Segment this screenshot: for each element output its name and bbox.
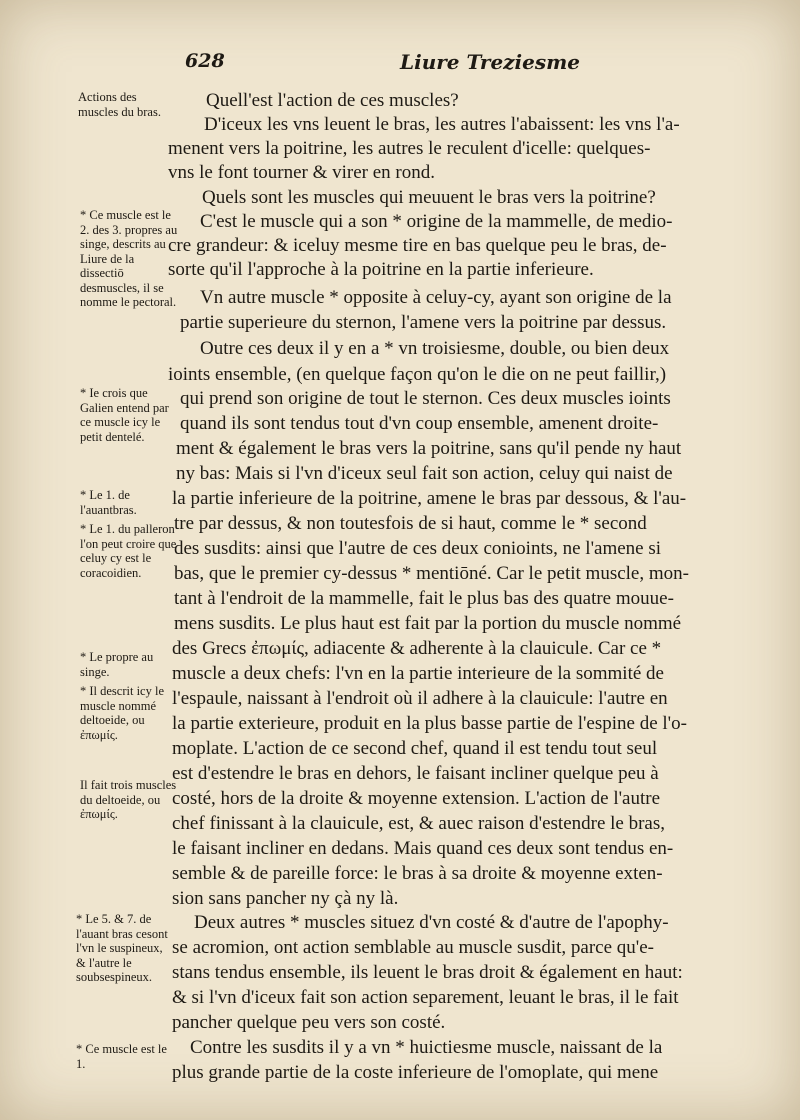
text-line: Outre ces deux il y en a * vn troisiesme, double, ou bien deux bbox=[200, 338, 670, 359]
text-line: menent vers la poitrine, les autres le reculent d'icelle: quelques- bbox=[168, 138, 651, 159]
margin-note: * Le 1. du palleron l'on peut croire que celuy cy est le coracoidien. bbox=[80, 522, 177, 580]
text-line: D'iceux les vns leuent le bras, les autres l'abaissent: les vns l'a- bbox=[204, 114, 680, 135]
margin-note: * Le 1. de l'auantbras. bbox=[80, 488, 137, 517]
page-number: 628 bbox=[185, 50, 225, 72]
text-line: tre par dessus, & non toutesfois de si haut, comme le * second bbox=[174, 513, 647, 534]
text-line: mens susdits. Le plus haut est fait par la portion du muscle nommé bbox=[174, 613, 682, 634]
question-line: Quels sont les muscles qui meuuent le bras vers la poitrine? bbox=[202, 187, 656, 208]
text-line: tant à l'endroit de la mammelle, fait le plus bas des quatre mouue- bbox=[174, 588, 674, 609]
text-line: muscle a deux chefs: l'vn en la partie interieure de la sommité de bbox=[172, 663, 664, 684]
text-line: pancher quelque peu vers son costé. bbox=[172, 1012, 446, 1033]
text-line: bas, que le premier cy-dessus * mentiōné. Car le petit muscle, mon- bbox=[174, 563, 689, 584]
text-line: des susdits: ainsi que l'autre de ces deux conioints, ne l'amene si bbox=[174, 538, 662, 559]
text-line: la partie inferieure de la poitrine, amene le bras par dessous, & l'au- bbox=[172, 488, 687, 509]
text-line: la partie exterieure, produit en la plus basse partie de l'espine de l'o- bbox=[172, 713, 687, 734]
text-line: semble & de pareille force: le bras à sa droite & moyenne exten- bbox=[172, 863, 663, 884]
margin-note: Actions des muscles du bras. bbox=[78, 90, 161, 119]
text-line: cre grandeur: & iceluy mesme tire en bas quelque peu le bras, de- bbox=[168, 235, 667, 256]
text-line: des Grecs ἐπωμίς, adiacente & adherente à la clauicule. Car ce * bbox=[172, 638, 662, 659]
text-line: C'est le muscle qui a son * origine de la mammelle, de medio- bbox=[200, 211, 673, 232]
margin-note: * Ce muscle est le 1. bbox=[76, 1042, 167, 1071]
text-line: partie superieure du sternon, l'amene vers la poitrine par dessus. bbox=[180, 312, 667, 333]
text-line: costé, hors de la droite & moyenne extension. L'action de l'autre bbox=[172, 788, 661, 809]
text-line: ment & également le bras vers la poitrine, sans qu'il pende ny haut bbox=[176, 438, 682, 459]
text-line: ny bas: Mais si l'vn d'iceux seul fait son action, celuy qui naist de bbox=[176, 463, 673, 484]
question-line: Quell'est l'action de ces muscles? bbox=[206, 90, 459, 111]
margin-notes bbox=[0, 0, 180, 1120]
text-line: qui prend son origine de tout le sternon. Ces deux muscles ioints bbox=[180, 388, 671, 409]
margin-note: * Le propre au singe. bbox=[80, 650, 154, 679]
text-line: Deux autres * muscles situez d'vn costé & d'autre de l'apophy- bbox=[194, 912, 669, 933]
text-line: est d'estendre le bras en dehors, le faisant incliner quelque peu à bbox=[172, 763, 659, 784]
margin-note: * Il descrit icy le muscle nommé deltoeide, ou ἐπωμίς. bbox=[80, 684, 164, 742]
text-line: vns le font tourner & virer en rond. bbox=[168, 162, 435, 183]
text-line: moplate. L'action de ce second chef, quand il est tendu tout seul bbox=[172, 738, 658, 759]
text-line: plus grande partie de la coste inferieure de l'omoplate, qui mene bbox=[172, 1062, 659, 1083]
text-line: se acromion, ont action semblable au muscle susdit, parce qu'e- bbox=[172, 937, 654, 958]
running-title: Liure Treziesme bbox=[400, 50, 580, 74]
text-line: Contre les susdits il y a vn * huictiesme muscle, naissant de la bbox=[190, 1037, 663, 1058]
margin-note: * Ce muscle est le 2. des 3. propres au singe, descrits au Liure de la dissectiō desmuscles, il se nomme le pectoral. bbox=[80, 208, 178, 309]
text-line: & si l'vn d'iceux fait son action separement, leuant le bras, il le fait bbox=[172, 987, 679, 1008]
margin-note: * Ie crois que Galien entend par ce muscle icy le petit dentelé. bbox=[80, 386, 169, 444]
text-line: sorte qu'il l'approche à la poitrine en la partie inferieure. bbox=[168, 259, 594, 280]
text-line: le faisant incliner en dedans. Mais quand ces deux sont tendus en- bbox=[172, 838, 674, 859]
text-line: ioints ensemble, (en quelque façon qu'on le die on ne peut faillir,) bbox=[168, 364, 667, 385]
margin-note: * Le 5. & 7. de l'auant bras cesont l'vn le suspineux, & l'autre le soubsespineux. bbox=[76, 912, 168, 984]
text-line: l'espaule, naissant à l'endroit où il adhere à la clauicule: l'autre en bbox=[172, 688, 668, 709]
page-header bbox=[185, 50, 580, 82]
margin-note: Il fait trois muscles du deltoeide, ou ἐπωμίς. bbox=[80, 778, 177, 821]
text-line: chef finissant à la clauicule, est, & auec raison d'estendre le bras, bbox=[172, 813, 665, 834]
text-line: sion sans pancher ny çà ny là. bbox=[172, 888, 399, 909]
text-line: Vn autre muscle * opposite à celuy-cy, ayant son origine de la bbox=[200, 287, 672, 308]
text-line: quand ils sont tendus tout d'vn coup ensemble, amenent droite- bbox=[180, 413, 659, 434]
text-line: stans tendus ensemble, ils leuent le bras droit & également en haut: bbox=[172, 962, 683, 983]
